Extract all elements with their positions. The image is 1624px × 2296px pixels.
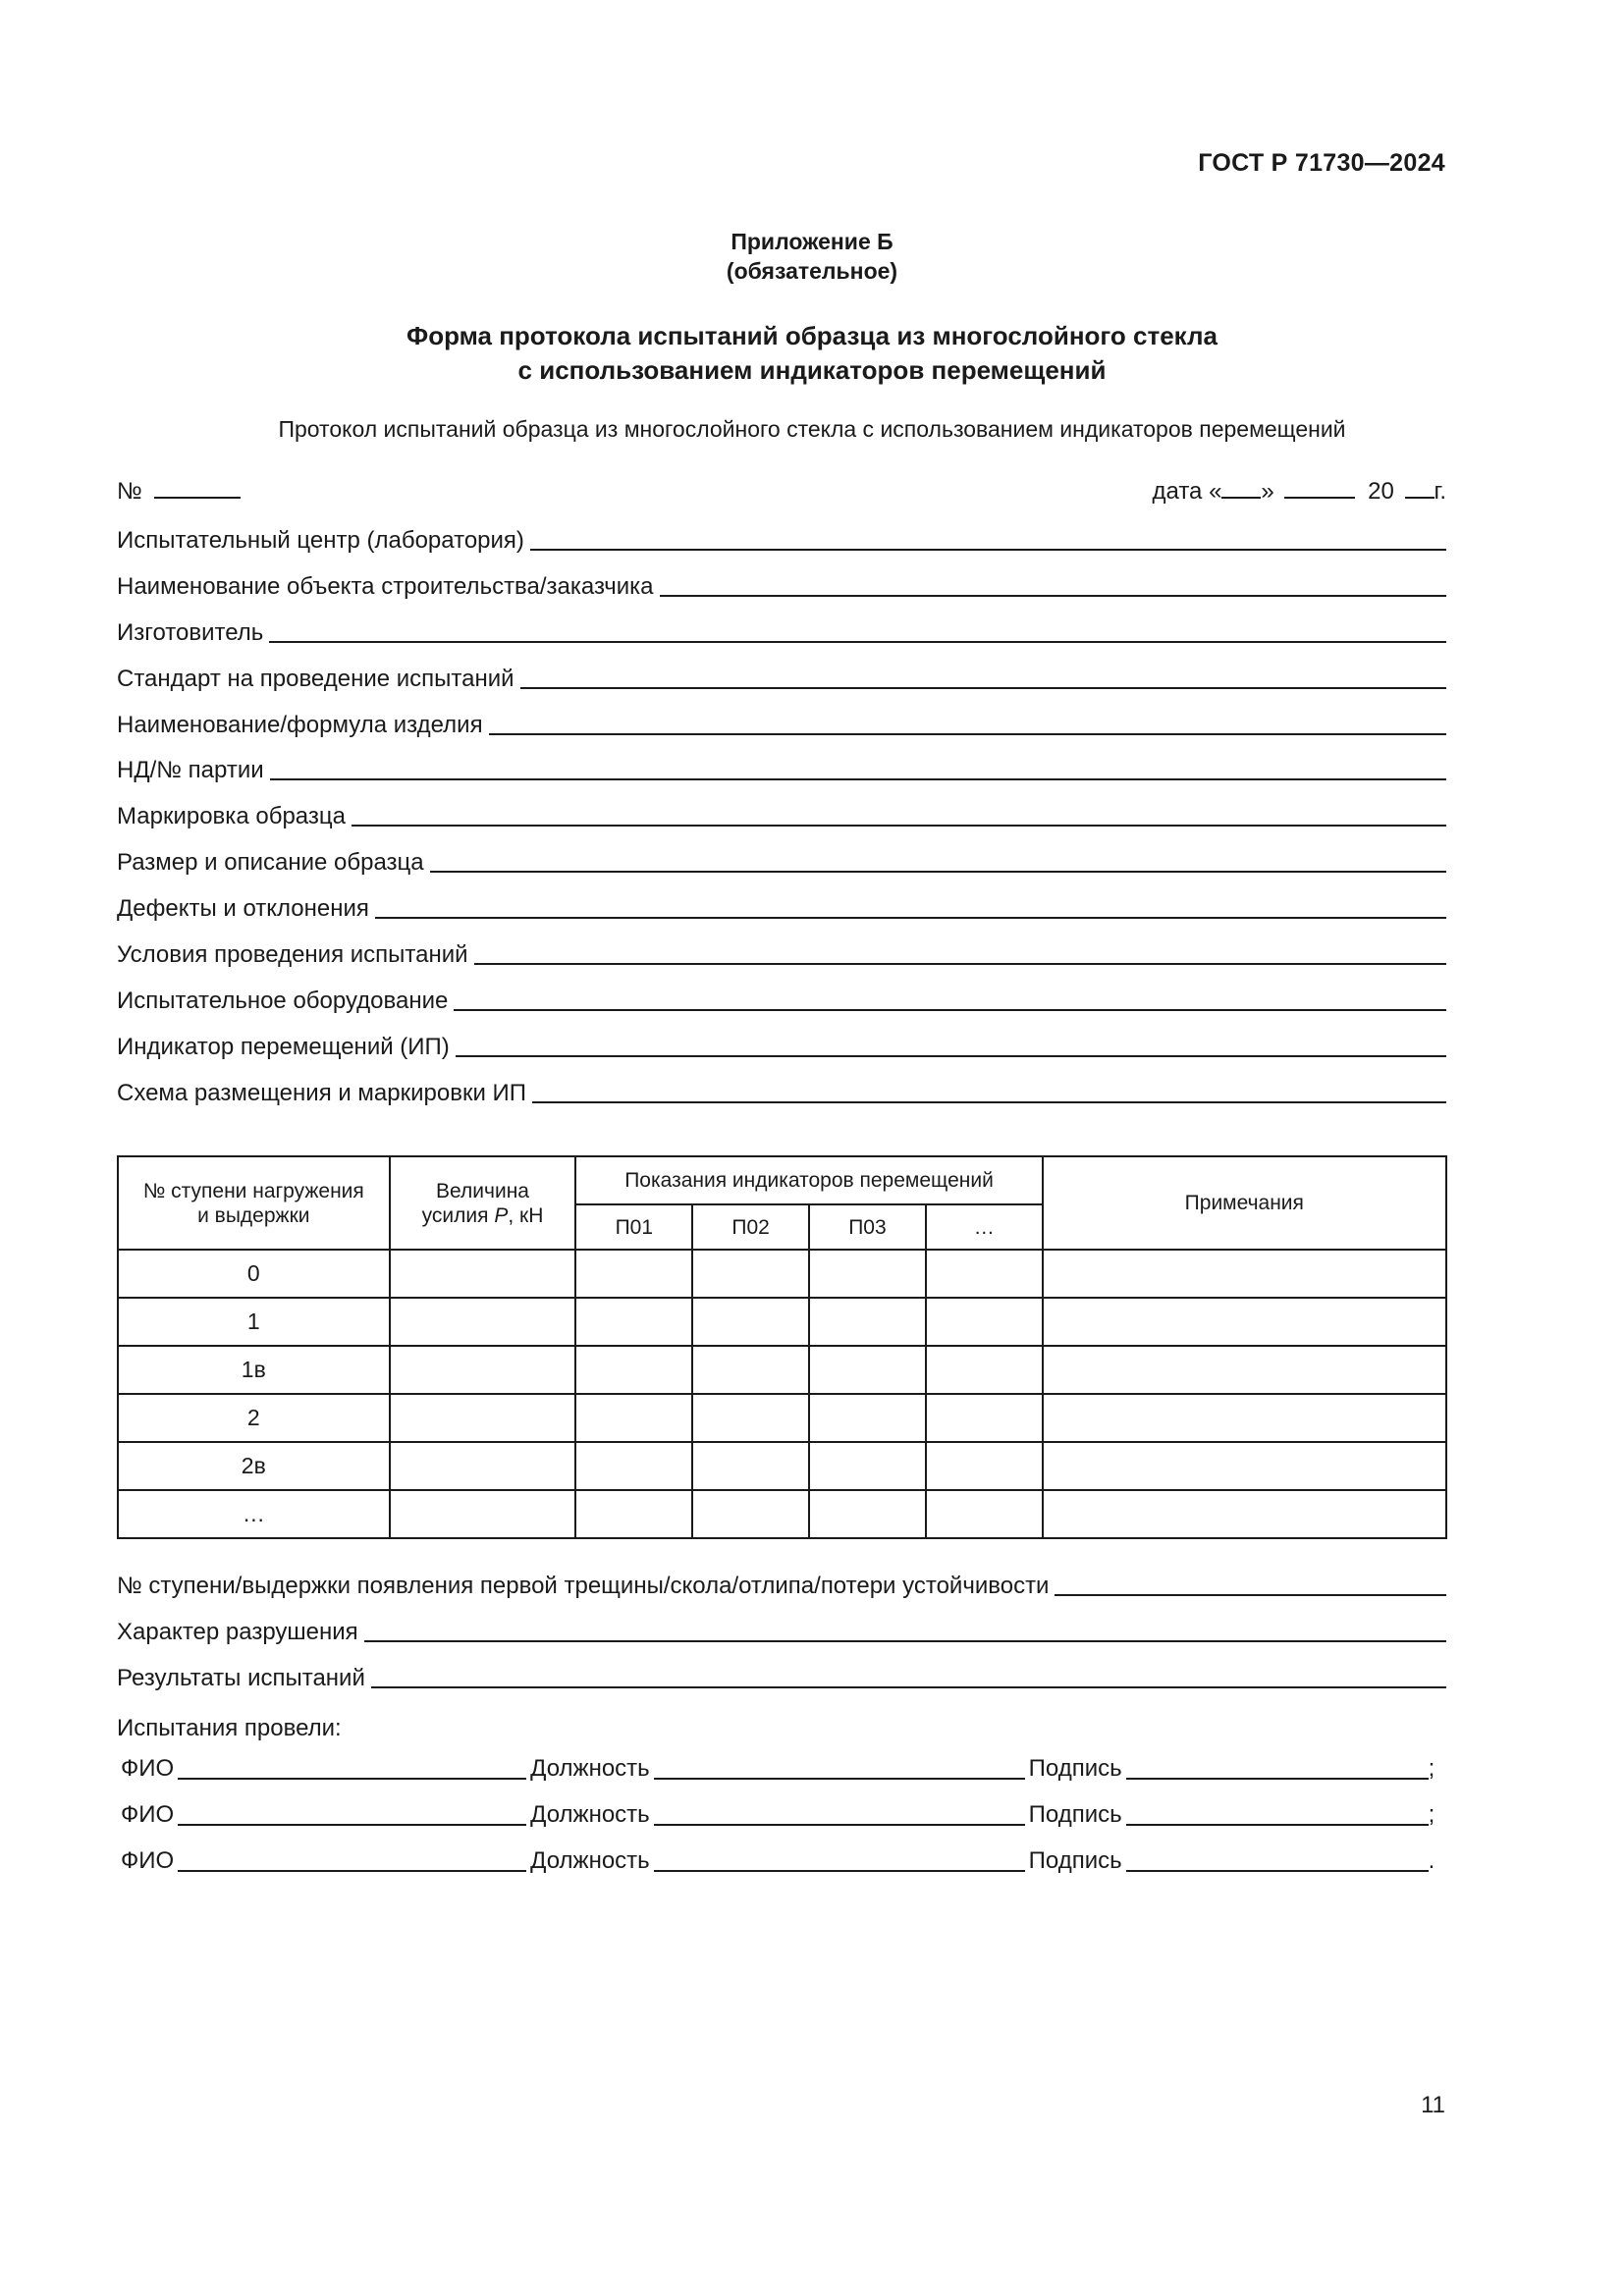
field-row [117, 800, 1446, 829]
table-input-cell[interactable] [575, 1346, 692, 1394]
table-input-cell[interactable] [692, 1250, 809, 1298]
field-label: Индикатор перемещений (ИП) [117, 1034, 450, 1060]
table-input-cell[interactable] [1043, 1490, 1446, 1538]
stage-cell: 2 [118, 1394, 390, 1442]
field-label: Наименование объекта строительства/заказчика [117, 573, 654, 600]
table-input-cell[interactable] [809, 1394, 926, 1442]
table-input-cell[interactable] [809, 1346, 926, 1394]
table-input-cell[interactable] [692, 1298, 809, 1346]
col-indicators: Показания индикаторов перемещений [575, 1156, 1042, 1204]
field-row [117, 1031, 1446, 1060]
appendix-heading [0, 227, 1624, 286]
number-blank[interactable] [154, 475, 241, 499]
table-input-cell[interactable] [575, 1442, 692, 1490]
table-input-cell[interactable] [575, 1394, 692, 1442]
field-row [117, 616, 1446, 646]
field-input-line[interactable] [375, 917, 1446, 919]
position-label: Должность [530, 1847, 650, 1874]
field-input-line[interactable] [660, 595, 1446, 597]
table-input-cell[interactable] [1043, 1298, 1446, 1346]
table-input-cell[interactable] [1043, 1394, 1446, 1442]
form-title-line1: Форма протокола испытаний образца из многослойного стекла [406, 321, 1218, 350]
field-row [117, 570, 1446, 600]
table-input-cell[interactable] [1043, 1250, 1446, 1298]
field-label: Размер и описание образца [117, 849, 424, 876]
field-input-line[interactable] [430, 871, 1446, 873]
protocol-number[interactable] [117, 475, 241, 506]
table-input-cell[interactable] [809, 1442, 926, 1490]
field-label: Испытательный центр (лаборатория) [117, 527, 524, 554]
signer-row [117, 1753, 1446, 1783]
field-label: Изготовитель [117, 619, 264, 646]
table-row [118, 1346, 1446, 1394]
col-force [390, 1156, 576, 1250]
table-input-cell[interactable] [1043, 1442, 1446, 1490]
signature-label: Подпись [1028, 1755, 1122, 1782]
fio-label: ФИО [121, 1755, 175, 1782]
field-row [117, 754, 1446, 783]
col-force-line1: Величина [436, 1179, 529, 1202]
page-number: 11 [1421, 2092, 1445, 2118]
stage-cell: 1в [118, 1346, 390, 1394]
result-field-row [117, 1570, 1446, 1599]
number-date-row [117, 475, 1446, 505]
col-stage [118, 1156, 390, 1250]
table-row [118, 1442, 1446, 1490]
standard-number: ГОСТ Р 71730—2024 [1198, 149, 1445, 177]
col-notes: Примечания [1043, 1156, 1446, 1250]
protocol-date[interactable] [1153, 475, 1447, 506]
date-prefix: дата « [1152, 478, 1222, 505]
indicator-header: П02 [692, 1204, 809, 1250]
signers-heading: Испытания провели: [117, 1715, 342, 1741]
table-input-cell[interactable] [692, 1394, 809, 1442]
date-day-blank[interactable] [1221, 475, 1261, 499]
table-input-cell[interactable] [926, 1346, 1043, 1394]
date-year-blank[interactable] [1405, 475, 1435, 499]
field-row [117, 709, 1446, 738]
table-input-cell[interactable] [926, 1442, 1043, 1490]
position-line[interactable] [654, 1778, 1025, 1780]
table-input-cell[interactable] [926, 1490, 1043, 1538]
signature-label: Подпись [1028, 1847, 1122, 1874]
field-row [117, 524, 1446, 554]
table-input-cell[interactable] [926, 1298, 1043, 1346]
field-input-line[interactable] [269, 641, 1446, 643]
table-row [118, 1250, 1446, 1298]
field-input-line[interactable] [489, 733, 1446, 735]
stage-cell: 0 [118, 1250, 390, 1298]
field-label: Результаты испытаний [117, 1665, 365, 1691]
form-title-line2: с использованием индикаторов перемещений [517, 355, 1107, 385]
field-input-line[interactable] [474, 963, 1446, 965]
position-line[interactable] [654, 1824, 1025, 1826]
table-input-cell[interactable] [926, 1394, 1043, 1442]
field-label: № ступени/выдержки появления первой трещины/скола/отлипа/потери устойчивости [117, 1573, 1050, 1599]
table-input-cell[interactable] [692, 1346, 809, 1394]
table-input-cell[interactable] [692, 1442, 809, 1490]
signature-line[interactable] [1126, 1778, 1429, 1780]
col-stage-line2: и выдержки [197, 1203, 310, 1227]
field-row [117, 938, 1446, 968]
table-input-cell[interactable] [390, 1394, 576, 1442]
position-label: Должность [530, 1801, 650, 1828]
field-input-line[interactable] [270, 778, 1446, 780]
signature-line[interactable] [1126, 1824, 1429, 1826]
field-row [117, 985, 1446, 1014]
indicator-header: П03 [809, 1204, 926, 1250]
signer-row [117, 1845, 1446, 1875]
signature-label: Подпись [1028, 1801, 1122, 1828]
field-label: Характер разрушения [117, 1619, 358, 1645]
date-quote-close: » [1261, 478, 1274, 505]
date-year-suffix: г. [1434, 478, 1446, 505]
field-input-line[interactable] [371, 1686, 1446, 1688]
force-variable: P [494, 1203, 509, 1227]
col-force-line2: усилия P, кН [421, 1203, 544, 1227]
field-label: Стандарт на проведение испытаний [117, 666, 514, 692]
result-field-row [117, 1662, 1446, 1691]
field-input-line[interactable] [532, 1101, 1446, 1103]
field-input-line[interactable] [530, 549, 1446, 551]
fio-line[interactable] [178, 1824, 526, 1826]
fio-label: ФИО [121, 1847, 175, 1874]
row-ending: ; [1428, 1801, 1435, 1828]
result-field-row [117, 1616, 1446, 1645]
table-input-cell[interactable] [809, 1250, 926, 1298]
field-row [117, 846, 1446, 876]
appendix-status: (обязательное) [726, 258, 898, 284]
field-input-line[interactable] [454, 1009, 1446, 1011]
fio-line[interactable] [178, 1778, 526, 1780]
field-row [117, 663, 1446, 692]
field-label: Дефекты и отклонения [117, 895, 369, 922]
field-input-line[interactable] [456, 1055, 1446, 1057]
field-label: НД/№ партии [117, 757, 264, 783]
number-label: № [117, 478, 142, 505]
load-stage-table [117, 1155, 1447, 1539]
field-row [117, 892, 1446, 922]
table-row [118, 1490, 1446, 1538]
indicator-header: … [926, 1204, 1043, 1250]
date-year-prefix: 20 [1368, 478, 1394, 505]
field-label: Схема размещения и маркировки ИП [117, 1080, 527, 1106]
table-input-cell[interactable] [575, 1490, 692, 1538]
table-input-cell[interactable] [692, 1490, 809, 1538]
field-input-line[interactable] [520, 687, 1446, 689]
table-input-cell[interactable] [390, 1346, 576, 1394]
stage-cell: … [118, 1490, 390, 1538]
row-ending: ; [1428, 1755, 1435, 1782]
table-input-cell[interactable] [926, 1250, 1043, 1298]
field-input-line[interactable] [352, 825, 1446, 827]
fio-line[interactable] [178, 1870, 526, 1872]
table-input-cell[interactable] [390, 1250, 576, 1298]
stage-cell: 1 [118, 1298, 390, 1346]
field-label: Условия проведения испытаний [117, 941, 468, 968]
table-row [118, 1298, 1446, 1346]
table-input-cell[interactable] [390, 1442, 576, 1490]
field-row [117, 1077, 1446, 1106]
table-input-cell[interactable] [390, 1490, 576, 1538]
row-ending: . [1428, 1847, 1435, 1874]
col-stage-line1: № ступени нагружения [142, 1179, 364, 1202]
position-line[interactable] [654, 1870, 1025, 1872]
field-input-line[interactable] [364, 1640, 1446, 1642]
signer-row [117, 1799, 1446, 1829]
field-label: Испытательное оборудование [117, 988, 449, 1014]
field-input-line[interactable] [1055, 1594, 1446, 1596]
table-input-cell[interactable] [809, 1298, 926, 1346]
field-label: Маркировка образца [117, 803, 346, 829]
table-row [118, 1394, 1446, 1442]
appendix-title: Приложение Б [731, 229, 893, 254]
table-input-cell[interactable] [390, 1298, 576, 1346]
field-label: Наименование/формула изделия [117, 712, 483, 738]
table-input-cell[interactable] [575, 1298, 692, 1346]
form-title [0, 319, 1624, 388]
signature-line[interactable] [1126, 1870, 1429, 1872]
indicator-header: П01 [575, 1204, 692, 1250]
stage-cell: 2в [118, 1442, 390, 1490]
date-month-blank[interactable] [1284, 475, 1355, 499]
table-input-cell[interactable] [809, 1490, 926, 1538]
table-input-cell[interactable] [575, 1250, 692, 1298]
table-input-cell[interactable] [1043, 1346, 1446, 1394]
fio-label: ФИО [121, 1801, 175, 1828]
protocol-title: Протокол испытаний образца из многослойного стекла с использованием индикаторов перемещений [278, 416, 1346, 442]
position-label: Должность [530, 1755, 650, 1782]
